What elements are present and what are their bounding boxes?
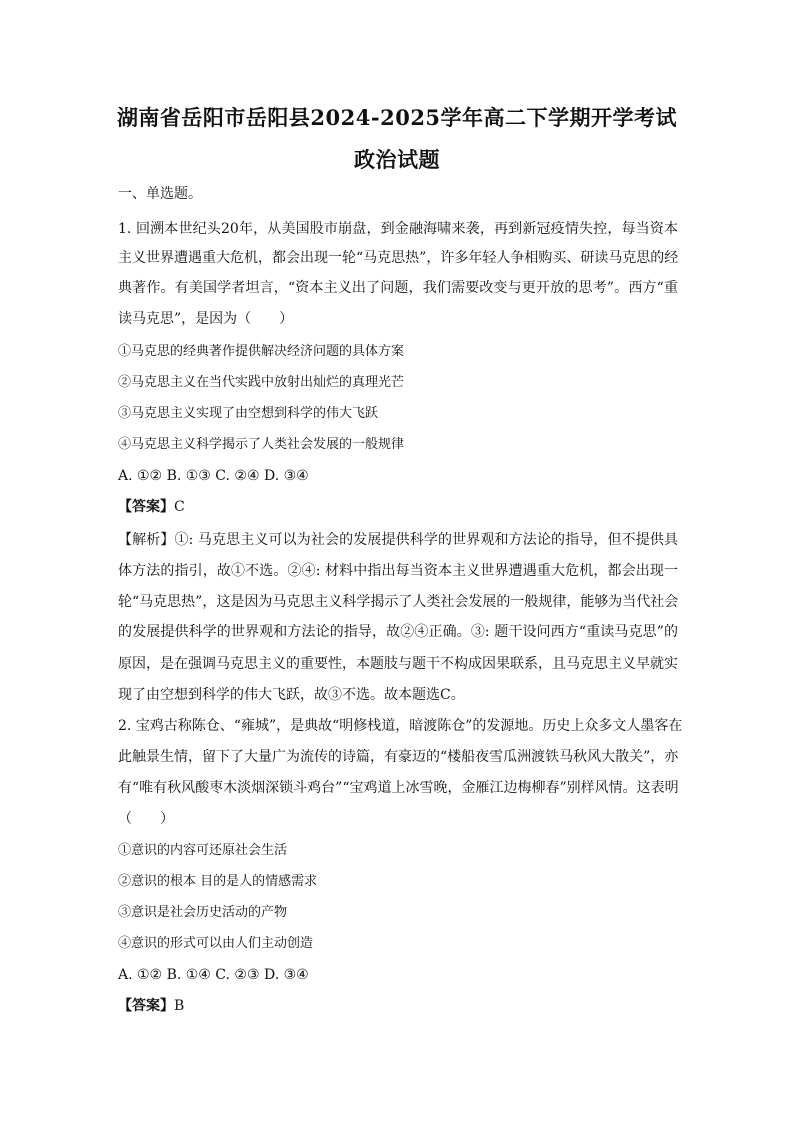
document-title: 湖南省岳阳市岳阳县2024-2025学年高二下学期开学考试: [116, 105, 678, 130]
q1-option: ④马克思主义科学揭示了人类社会发展的一般规律: [118, 437, 405, 452]
q2-stem-line: 有“唯有秋风酸枣木淡烟深锁斗鸡台”“宝鸡道上冰雪晚，金雁江边梅柳春”别样风情。这表明: [118, 780, 679, 796]
q1-analysis-line: 的发展提供科学的世界观和方法论的指导，故②④正确。③: 题干设问西方“重读马克思”的: [118, 624, 678, 640]
answer-value: B: [174, 998, 185, 1014]
q1-analysis-line: 体方法的指引，故①不选。②④: 材料中指出每当资本主义世界遭遇重大危机，都会出现一: [118, 563, 678, 579]
q1-analysis-line: 【解析】①: 马克思主义可以为社会的发展提供科学的世界观和方法论的指导，但不提供具: [118, 532, 678, 548]
q2-option: ②意识的根本 目的是人的情感需求: [118, 874, 318, 889]
q1-analysis-line: 原因，是在强调马克思主义的重要性，本题肢与题干不构成因果联系，且马克思主义早就实: [118, 656, 678, 672]
q2-choices: A. ①② B. ①④ C. ②③ D. ③④: [118, 967, 309, 983]
answer-label: 【答案】: [118, 998, 174, 1014]
q1-option: ③马克思主义实现了由空想到科学的伟大飞跃: [118, 406, 379, 421]
q2-option: ①意识的内容可还原社会生活: [118, 843, 288, 858]
q2-stem-line: 2. 宝鸡古称陈仓、“雍城”，是典故“明修栈道，暗渡陈仓”的发源地。历史上众多文人墨客在: [118, 718, 683, 734]
q2-stem-line: （ ）: [118, 811, 174, 827]
q2-option: ③意识是社会历史活动的产物: [118, 905, 288, 920]
q1-choices: A. ①② B. ①③ C. ②④ D. ③④: [118, 468, 309, 484]
q1-stem-line: 主义世界遭遇重大危机，都会出现一轮“马克思热”，许多年轻人争相购买、研读马克思的经: [118, 250, 679, 266]
q1-analysis-line: 现了由空想到科学的伟大飞跃，故③不选。故本题选C。: [118, 687, 465, 703]
q2-option: ④意识的形式可以由人们主动创造: [118, 936, 314, 951]
q1-answer: [118, 497, 678, 517]
document-subtitle: 政治试题: [354, 147, 440, 172]
q1-option: ①马克思的经典著作提供解决经济问题的具体方案: [118, 344, 405, 359]
q1-option: ②马克思主义在当代实践中放射出灿烂的真理光芒: [118, 375, 405, 390]
q2-answer: [118, 996, 678, 1016]
answer-label: 【答案】: [118, 499, 174, 515]
q1-stem-line: 典著作。有美国学者坦言，“资本主义出了问题，我们需要改变与更开放的思考”。西方“重: [118, 280, 678, 296]
q1-stem-line: 1. 回溯本世纪头20年，从美国股市崩盘，到金融海啸来袭，再到新冠疫情失控，每当资本: [118, 221, 678, 237]
q1-analysis-line: 轮“马克思热”，这是因为马克思主义科学揭示了人类社会发展的一般规律，能够为当代社会: [118, 594, 679, 610]
section-heading: 一、单选题。: [118, 186, 202, 202]
q1-stem-line: 读马克思”，是因为（ ）: [118, 311, 294, 327]
answer-value: C: [174, 499, 185, 515]
q2-stem-line: 此触景生情，留下了大量广为流传的诗篇，有豪迈的“楼船夜雪瓜洲渡铁马秋风大散关”，亦: [118, 749, 679, 765]
